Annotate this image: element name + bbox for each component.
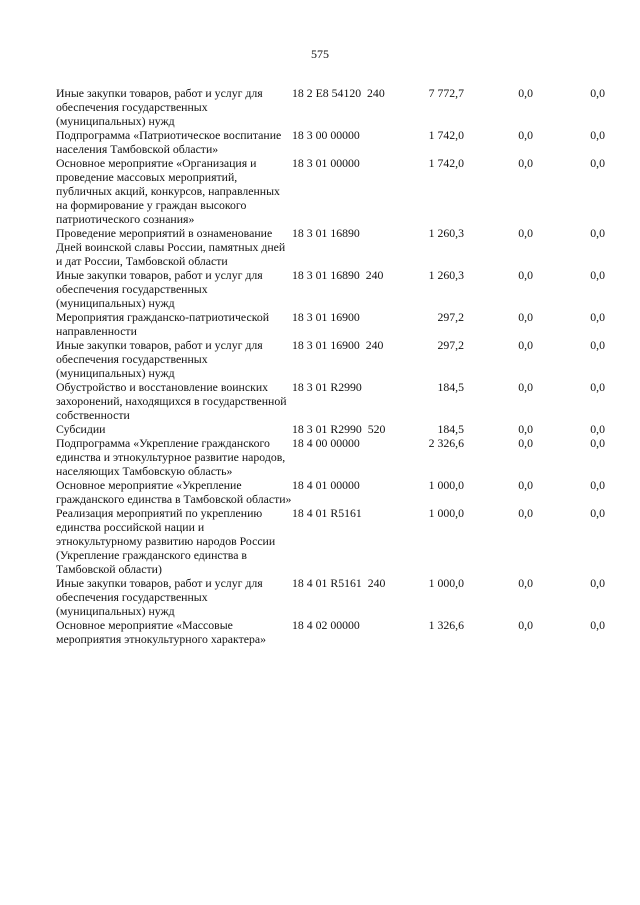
row-name: Основное мероприятие «Организация и проведение массовых мероприятий, публичных акций, конкурсов, направленных на формирование у граждан высокого патриотического сознания» [56, 156, 280, 226]
table-row [56, 268, 605, 310]
row-amount: 1 000,0 [428, 506, 464, 520]
row-value-1: 0,0 [518, 338, 533, 352]
row-code: 18 3 01 00000 [292, 156, 360, 170]
row-code: 18 3 01 16900 240 [292, 338, 384, 352]
table-row [56, 338, 605, 380]
row-code: 18 4 00 00000 [292, 436, 360, 450]
row-name: Субсидии [56, 422, 106, 436]
row-value-2: 0,0 [590, 478, 605, 492]
table-row [56, 226, 605, 268]
table-row [56, 156, 605, 226]
row-name: Иные закупки товаров, работ и услуг для обеспечения государственных (муниципальных) нужд [56, 576, 263, 618]
row-value-1: 0,0 [518, 506, 533, 520]
row-code: 18 3 01 16890 [292, 226, 360, 240]
table-row [56, 128, 605, 156]
row-value-1: 0,0 [518, 576, 533, 590]
row-amount: 1 000,0 [428, 576, 464, 590]
row-code: 18 4 02 00000 [292, 618, 360, 632]
row-value-1: 0,0 [518, 422, 533, 436]
row-code: 18 3 00 00000 [292, 128, 360, 142]
row-value-2: 0,0 [590, 128, 605, 142]
table-row [56, 576, 605, 618]
row-value-2: 0,0 [590, 422, 605, 436]
row-value-2: 0,0 [590, 268, 605, 282]
row-value-1: 0,0 [518, 618, 533, 632]
row-code: 18 2 E8 54120 240 [292, 86, 385, 100]
row-value-2: 0,0 [590, 86, 605, 100]
row-value-2: 0,0 [590, 436, 605, 450]
row-name: Реализация мероприятий по укреплению единства российской нации и этнокультурному развитию народов России (Укрепление гражданского единства в Тамбовской области) [56, 506, 276, 576]
row-amount: 1 742,0 [428, 128, 464, 142]
row-value-1: 0,0 [518, 86, 533, 100]
row-amount: 297,2 [437, 310, 464, 324]
row-name: Основное мероприятие «Укрепление гражданского единства в Тамбовской области» [56, 478, 292, 506]
table-row [56, 310, 605, 338]
budget-table [56, 86, 605, 646]
row-code: 18 4 01 R5161 [292, 506, 362, 520]
row-code: 18 3 01 R2990 [292, 380, 362, 394]
row-amount: 184,5 [437, 422, 464, 436]
table-row [56, 436, 605, 478]
row-code: 18 3 01 16890 240 [292, 268, 384, 282]
row-name: Мероприятия гражданско-патриотической направленности [56, 310, 270, 338]
row-value-2: 0,0 [590, 380, 605, 394]
row-name: Иные закупки товаров, работ и услуг для обеспечения государственных (муниципальных) нужд [56, 268, 263, 310]
row-code: 18 4 01 00000 [292, 478, 360, 492]
table-row [56, 86, 605, 128]
row-value-2: 0,0 [590, 618, 605, 632]
row-value-1: 0,0 [518, 436, 533, 450]
row-amount: 1 260,3 [428, 268, 464, 282]
row-value-1: 0,0 [518, 128, 533, 142]
row-amount: 1 000,0 [428, 478, 464, 492]
row-code: 18 3 01 16900 [292, 310, 360, 324]
row-name: Обустройство и восстановление воинских захоронений, находящихся в государственной собственности [56, 380, 287, 422]
row-amount: 7 772,7 [428, 86, 464, 100]
row-value-2: 0,0 [590, 576, 605, 590]
row-value-1: 0,0 [518, 226, 533, 240]
row-name: Основное мероприятие «Массовые мероприятия этнокультурного характера» [56, 618, 266, 646]
row-value-1: 0,0 [518, 268, 533, 282]
row-name: Подпрограмма «Патриотическое воспитание населения Тамбовской области» [56, 128, 282, 156]
table-row [56, 380, 605, 422]
row-value-1: 0,0 [518, 478, 533, 492]
row-value-2: 0,0 [590, 506, 605, 520]
row-amount: 1 260,3 [428, 226, 464, 240]
row-value-2: 0,0 [590, 338, 605, 352]
row-amount: 184,5 [437, 380, 464, 394]
table-row [56, 618, 605, 646]
row-name: Иные закупки товаров, работ и услуг для обеспечения государственных (муниципальных) нужд [56, 338, 263, 380]
row-amount: 297,2 [437, 338, 464, 352]
row-code: 18 4 01 R5161 240 [292, 576, 386, 590]
row-code: 18 3 01 R2990 520 [292, 422, 386, 436]
row-value-1: 0,0 [518, 310, 533, 324]
row-name: Проведение мероприятий в ознаменование Дней воинской славы России, памятных дней и дат России, Тамбовской области [56, 226, 286, 268]
row-value-1: 0,0 [518, 156, 533, 170]
table-row [56, 422, 605, 436]
page-number: 575 [311, 47, 329, 61]
table-row [56, 506, 605, 576]
row-value-1: 0,0 [518, 380, 533, 394]
row-amount: 1 742,0 [428, 156, 464, 170]
row-value-2: 0,0 [590, 310, 605, 324]
table-row [56, 478, 605, 506]
row-value-2: 0,0 [590, 156, 605, 170]
row-name: Подпрограмма «Укрепление гражданского единства и этнокультурное развитие народов, населяющих Тамбовскую область» [56, 436, 286, 478]
row-amount: 2 326,6 [428, 436, 464, 450]
row-name: Иные закупки товаров, работ и услуг для обеспечения государственных (муниципальных) нужд [56, 86, 263, 128]
row-amount: 1 326,6 [428, 618, 464, 632]
row-value-2: 0,0 [590, 226, 605, 240]
